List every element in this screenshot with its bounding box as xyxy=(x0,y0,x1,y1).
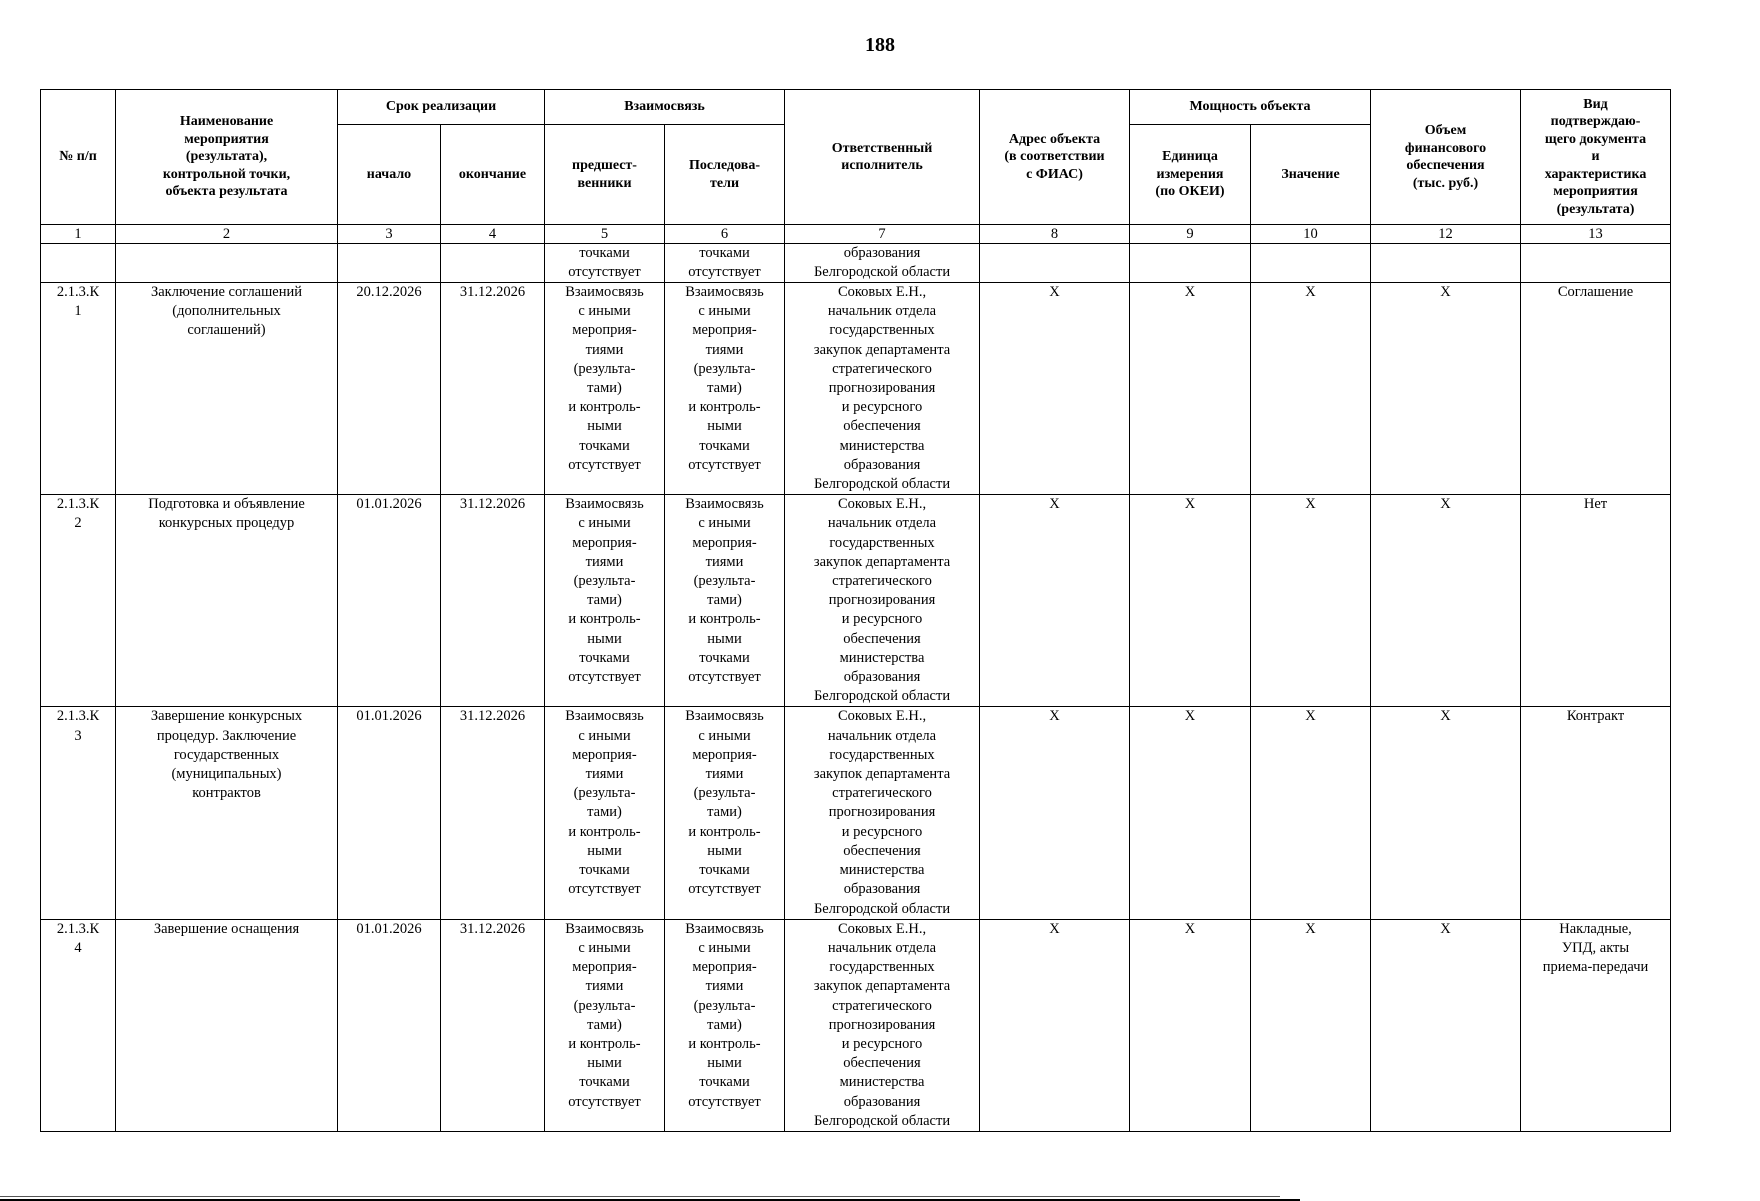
header-responsible: Ответственный исполнитель xyxy=(785,90,980,225)
cell-unit: X xyxy=(1130,919,1251,1131)
header-group-term: Срок реализации xyxy=(338,90,545,125)
cell-successors: Взаимосвязь с иными мероприя- тиями (результа- тами) и контроль- ными точками отсутствует xyxy=(665,707,785,919)
cell-num: 2.1.3.К 3 xyxy=(41,707,116,919)
cell-predecessors: Взаимосвязь с иными мероприя- тиями (результа- тами) и контроль- ными точками отсутствует xyxy=(545,919,665,1131)
cell-successors: Взаимосвязь с иными мероприя- тиями (результа- тами) и контроль- ными точками отсутствует xyxy=(665,495,785,707)
table-row xyxy=(41,283,1671,495)
cell-name: Заключение соглашений (дополнительных соглашений) xyxy=(116,283,338,495)
header-num: № п/п xyxy=(41,90,116,225)
column-number: 2 xyxy=(116,225,338,244)
cell-successors: Взаимосвязь с иными мероприя- тиями (результа- тами) и контроль- ными точками отсутствует xyxy=(665,919,785,1131)
header-row-1 xyxy=(41,90,1671,125)
cell-end: 31.12.2026 xyxy=(441,707,545,919)
table-row xyxy=(41,495,1671,707)
cell-address: X xyxy=(980,919,1130,1131)
cell-unit: X xyxy=(1130,707,1251,919)
cell-predecessors: Взаимосвязь с иными мероприя- тиями (результа- тами) и контроль- ными точками отсутствует xyxy=(545,495,665,707)
page-number: 188 xyxy=(865,34,895,56)
column-number: 1 xyxy=(41,225,116,244)
cell-empty xyxy=(41,244,116,283)
header-start: начало xyxy=(338,125,441,225)
cell-empty xyxy=(980,244,1130,283)
column-number: 5 xyxy=(545,225,665,244)
cell-responsible: Соковых Е.Н., начальник отдела государственных закупок департамента стратегического прогнозирования и ресурсного обеспечения министерства образования Белгородской области xyxy=(785,495,980,707)
column-number: 9 xyxy=(1130,225,1251,244)
cell-empty xyxy=(338,244,441,283)
cell-financing: X xyxy=(1371,495,1521,707)
cell-empty xyxy=(1130,244,1251,283)
cell-predecessors: Взаимосвязь с иными мероприя- тиями (результа- тами) и контроль- ными точками отсутствует xyxy=(545,283,665,495)
column-number: 4 xyxy=(441,225,545,244)
cell-end: 31.12.2026 xyxy=(441,919,545,1131)
cell-financing: X xyxy=(1371,707,1521,919)
cell-successors: Взаимосвязь с иными мероприя- тиями (результа- тами) и контроль- ными точками отсутствует xyxy=(665,283,785,495)
cell-empty xyxy=(1521,244,1671,283)
cell-financing: X xyxy=(1371,283,1521,495)
cell-empty xyxy=(1251,244,1371,283)
column-number: 3 xyxy=(338,225,441,244)
plan-table xyxy=(40,89,1671,1132)
cell-empty xyxy=(441,244,545,283)
cell-start: 01.01.2026 xyxy=(338,495,441,707)
column-number: 13 xyxy=(1521,225,1671,244)
continuation-row xyxy=(41,244,1671,283)
header-predecessors: предшест- венники xyxy=(545,125,665,225)
header-value: Значение xyxy=(1251,125,1371,225)
cell-document: Контракт xyxy=(1521,707,1671,919)
cell-address: X xyxy=(980,283,1130,495)
header-successors: Последова- тели xyxy=(665,125,785,225)
header-group-power: Мощность объекта xyxy=(1130,90,1371,125)
cell-num: 2.1.3.К 2 xyxy=(41,495,116,707)
cell-unit: X xyxy=(1130,283,1251,495)
column-number-row xyxy=(41,225,1671,244)
cell-successors: точками отсутствует xyxy=(665,244,785,283)
cell-predecessors: точками отсутствует xyxy=(545,244,665,283)
cell-address: X xyxy=(980,495,1130,707)
cell-address: X xyxy=(980,707,1130,919)
cell-num: 2.1.3.К 4 xyxy=(41,919,116,1131)
cell-name: Подготовка и объявление конкурсных процедур xyxy=(116,495,338,707)
header-unit: Единица измерения (по ОКЕИ) xyxy=(1130,125,1251,225)
cell-document: Накладные, УПД, акты приема-передачи xyxy=(1521,919,1671,1131)
column-number: 6 xyxy=(665,225,785,244)
cell-value: X xyxy=(1251,707,1371,919)
header-financing: Объем финансового обеспечения (тыс. руб.) xyxy=(1371,90,1521,225)
cell-name: Завершение оснащения xyxy=(116,919,338,1131)
column-number: 10 xyxy=(1251,225,1371,244)
cell-responsible: Соковых Е.Н., начальник отдела государственных закупок департамента стратегического прогнозирования и ресурсного обеспечения министерства образования Белгородской области xyxy=(785,283,980,495)
column-number: 8 xyxy=(980,225,1130,244)
cell-end: 31.12.2026 xyxy=(441,495,545,707)
cell-num: 2.1.3.К 1 xyxy=(41,283,116,495)
cell-responsible: Соковых Е.Н., начальник отдела государственных закупок департамента стратегического прогнозирования и ресурсного обеспечения министерства образования Белгородской области xyxy=(785,919,980,1131)
cell-financing: X xyxy=(1371,919,1521,1131)
header-group-link: Взаимосвязь xyxy=(545,90,785,125)
header-document: Вид подтверждаю- щего документа и характеристика мероприятия (результата) xyxy=(1521,90,1671,225)
header-end: окончание xyxy=(441,125,545,225)
table-row xyxy=(41,919,1671,1131)
cell-name: Завершение конкурсных процедур. Заключение государственных (муниципальных) контрактов xyxy=(116,707,338,919)
bottom-rule-thin xyxy=(0,1196,1280,1197)
cell-responsible: образования Белгородской области xyxy=(785,244,980,283)
cell-value: X xyxy=(1251,495,1371,707)
cell-end: 31.12.2026 xyxy=(441,283,545,495)
header-address: Адрес объекта (в соответствии с ФИАС) xyxy=(980,90,1130,225)
cell-value: X xyxy=(1251,919,1371,1131)
cell-start: 01.01.2026 xyxy=(338,919,441,1131)
cell-empty xyxy=(116,244,338,283)
table-row xyxy=(41,707,1671,919)
cell-document: Соглашение xyxy=(1521,283,1671,495)
cell-start: 20.12.2026 xyxy=(338,283,441,495)
cell-predecessors: Взаимосвязь с иными мероприя- тиями (результа- тами) и контроль- ными точками отсутствует xyxy=(545,707,665,919)
header-name: Наименование мероприятия (результата), контрольной точки, объекта результата xyxy=(116,90,338,225)
column-number: 7 xyxy=(785,225,980,244)
cell-start: 01.01.2026 xyxy=(338,707,441,919)
cell-empty xyxy=(1371,244,1521,283)
cell-document: Нет xyxy=(1521,495,1671,707)
cell-unit: X xyxy=(1130,495,1251,707)
cell-value: X xyxy=(1251,283,1371,495)
cell-responsible: Соковых Е.Н., начальник отдела государственных закупок департамента стратегического прогнозирования и ресурсного обеспечения министерства образования Белгородской области xyxy=(785,707,980,919)
column-number: 12 xyxy=(1371,225,1521,244)
